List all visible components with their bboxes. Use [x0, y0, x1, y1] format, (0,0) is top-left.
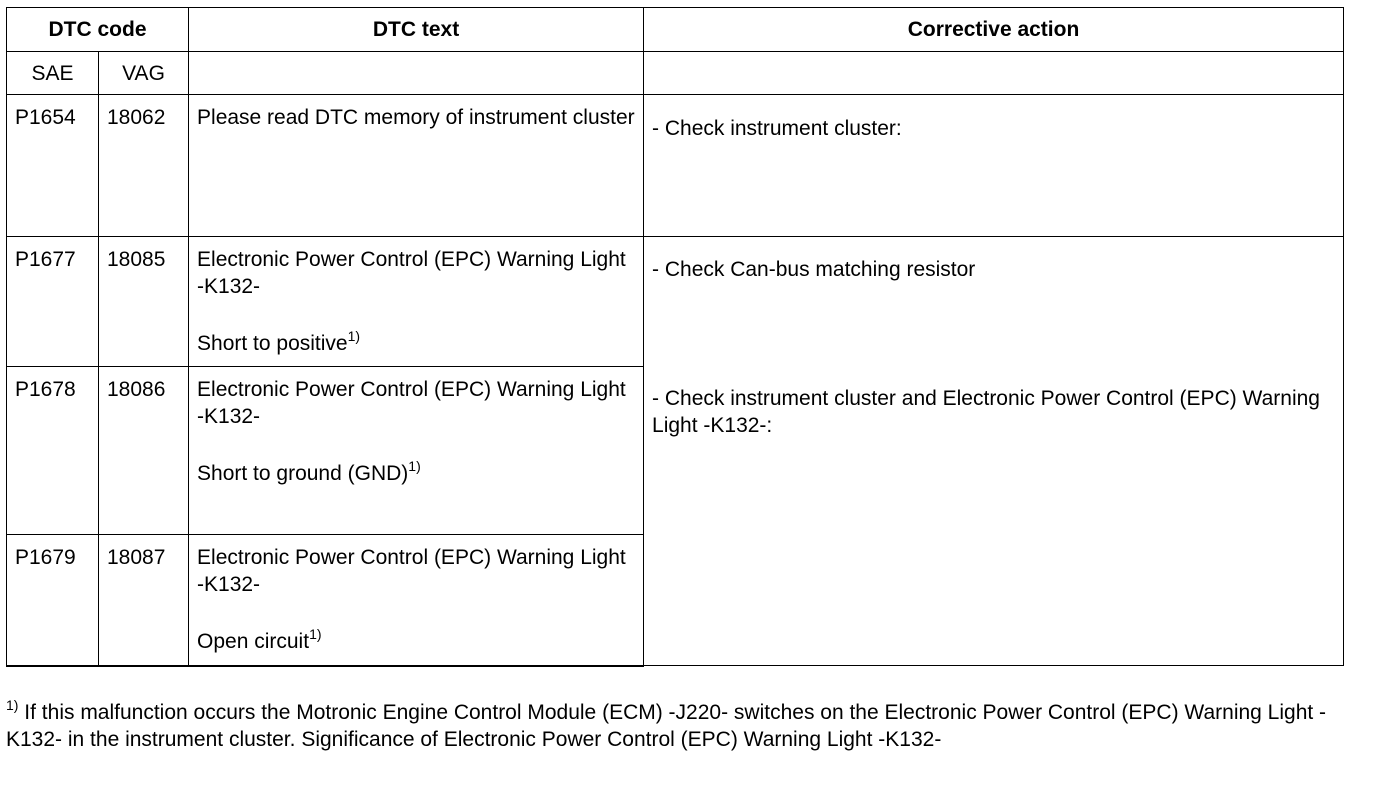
footnote-text: If this malfunction occurs the Motronic Engine Control Module (ECM) -J220- switches on the Electronic Power Control (EPC) Warning Light -K132- in the instrument cluster. Significance of Electronic Power Control (EPC) Warning Light -K132-	[6, 701, 1327, 751]
dtc-detail	[197, 330, 635, 357]
subheader-empty-text	[189, 52, 644, 95]
dtc-text	[189, 95, 644, 237]
dtc-detail-text: Short to positive	[197, 332, 348, 355]
footnote-ref: 1)	[408, 458, 421, 474]
dtc-detail-text: Short to ground (GND)	[197, 462, 409, 485]
footnote-marker: 1)	[6, 697, 19, 713]
table-row	[7, 237, 1344, 367]
dtc-text	[189, 367, 644, 535]
corrective-action: - Check Can-bus matching resistor	[652, 258, 976, 281]
header-dtc-text: DTC text	[189, 8, 644, 52]
dtc-description: Electronic Power Control (EPC) Warning Light -K132-	[197, 248, 626, 298]
footnote-ref: 1)	[309, 626, 322, 642]
vag-code: 18087	[99, 535, 189, 666]
dtc-description: Electronic Power Control (EPC) Warning Light -K132-	[197, 378, 626, 428]
header-row	[7, 8, 1344, 52]
dtc-description: Please read DTC memory of instrument cluster	[197, 106, 635, 129]
sae-code: P1677	[7, 237, 99, 367]
sae-code: P1679	[7, 535, 99, 666]
corrective-action: - Check instrument cluster:	[644, 95, 1344, 237]
subheader-row	[7, 52, 1344, 95]
vag-code: 18086	[99, 367, 189, 535]
vag-code: 18062	[99, 95, 189, 237]
table-row	[7, 95, 1344, 237]
header-vag: VAG	[99, 52, 189, 95]
dtc-table	[6, 7, 1344, 667]
dtc-detail	[197, 628, 635, 655]
footnote	[6, 699, 1346, 753]
dtc-text	[189, 535, 644, 666]
subheader-empty-action	[644, 52, 1344, 95]
header-dtc-code: DTC code	[7, 8, 189, 52]
header-sae: SAE	[7, 52, 99, 95]
corrective-action: - Check instrument cluster and Electronic Power Control (EPC) Warning Light -K132-:	[652, 387, 1320, 437]
dtc-detail	[197, 460, 635, 487]
sae-code: P1678	[7, 367, 99, 535]
footnote-ref: 1)	[347, 328, 361, 344]
dtc-detail-text: Open circuit	[197, 630, 310, 653]
vag-code: 18085	[99, 237, 189, 367]
header-corrective-action: Corrective action	[644, 8, 1344, 52]
dtc-description: Electronic Power Control (EPC) Warning Light -K132-	[197, 546, 626, 596]
sae-code: P1654	[7, 95, 99, 237]
corrective-action-group	[644, 237, 1344, 666]
dtc-text	[189, 237, 644, 367]
